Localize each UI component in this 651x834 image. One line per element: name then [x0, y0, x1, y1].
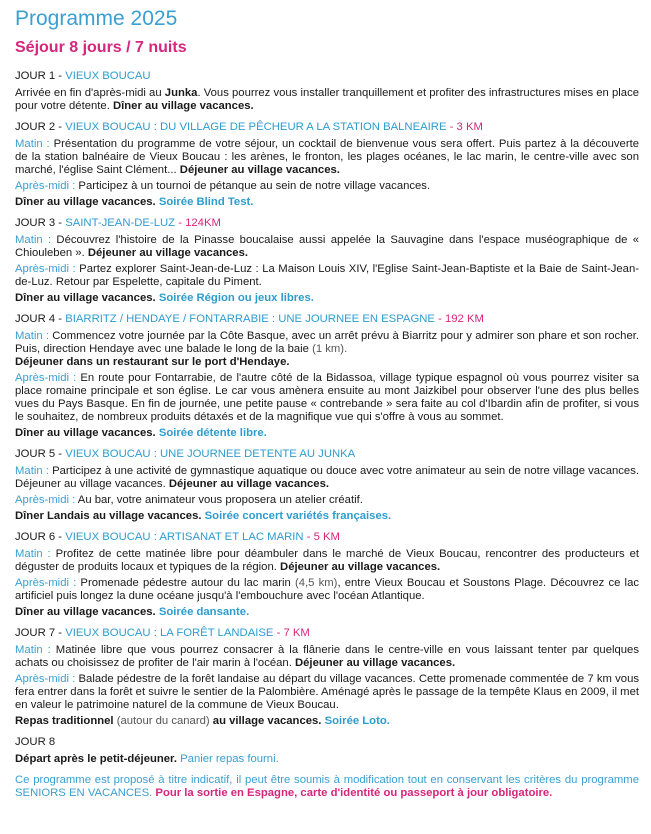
day-2: [15, 121, 639, 209]
evening-activity: Soirée détente libre.: [158, 427, 267, 439]
morning-paragraph: [15, 548, 639, 574]
dinner-note: Dîner au village vacances.: [15, 196, 156, 208]
lunch-note: Déjeuner au village vacances.: [179, 164, 340, 176]
lunch-note: Déjeuner au village vacances.: [294, 657, 456, 669]
day-7: [15, 627, 639, 728]
day-3: [15, 217, 639, 305]
evening-paragraph: [15, 292, 639, 305]
morning-label: Matin :: [15, 330, 50, 342]
afternoon-label: Après-midi :: [15, 494, 76, 506]
day-heading: [15, 70, 639, 83]
text-segment: Participez à un tournoi de pétanque au sein de notre village vacances.: [75, 180, 431, 192]
evening-paragraph: [15, 196, 639, 209]
evening-activity: Soirée Région ou jeux libres.: [158, 292, 314, 304]
day-description: [15, 87, 639, 113]
afternoon-paragraph: [15, 673, 639, 712]
day-location: VIEUX BOUCAU : ARTISANAT ET LAC MARIN: [65, 531, 304, 543]
day-5: [15, 448, 639, 523]
day-number: JOUR 6 -: [15, 531, 66, 543]
day-heading: [15, 627, 639, 640]
afternoon-paragraph: [15, 577, 639, 603]
text-segment: Arrivée en fin d'après-midi au: [15, 87, 165, 99]
text-segment: Matinée libre que vous pourrez consacrer à la flânerie dans le centre-ville en vous laissant tenter par quelques achats ou choisissez de profiter de l'air marin à l'océan.: [15, 644, 639, 669]
text-segment: Profitez de cette matinée libre pour déambuler dans le marché de Vieux Boucau, rencontrer des producteurs et déguster de produits locaux et typiques de la région.: [15, 548, 639, 573]
day-number: JOUR 3 -: [15, 217, 66, 229]
dinner-note: Dîner Landais au village vacances.: [15, 510, 202, 522]
lunch-note: Déjeuner au village vacances.: [168, 478, 329, 490]
text-segment: Participez à une activité de gymnastique aquatique ou douce avec votre animateur au sein de notre village vacances. Déjeuner au village vacances.: [15, 465, 640, 490]
day-number: JOUR 8: [15, 736, 56, 748]
departure-paragraph: [15, 753, 639, 766]
afternoon-paragraph: [15, 180, 639, 193]
afternoon-paragraph: [15, 263, 639, 289]
dinner-note: au village vacances.: [209, 715, 322, 727]
day-distance: - 3 KM: [446, 121, 483, 133]
afternoon-label: Après-midi :: [15, 673, 76, 685]
evening-activity: Soirée Blind Test.: [158, 196, 254, 208]
id-requirement-note: Pour la sortie en Espagne, carte d'identité ou passeport à jour obligatoire.: [155, 787, 553, 799]
afternoon-label: Après-midi :: [15, 180, 76, 192]
day-location: VIEUX BOUCAU : LA FORÊT LANDAISE: [65, 627, 274, 639]
afternoon-paragraph: [15, 372, 639, 424]
text-segment: Balade pédestre de la forêt landaise au départ du village vacances. Cette promenade commentée de 7 km vous fera entrer dans la forêt et suivre le sentier de la Palombière. Aménagé après le passage de la tempête Klaus en 2009, il met en valeur le patrimoine naturel de la commune de Vieux Boucau.: [15, 673, 639, 711]
page-title: Programme 2025: [15, 7, 178, 30]
day-heading: [15, 448, 639, 461]
evening-activity: Soirée Loto.: [324, 715, 390, 727]
day-location: VIEUX BOUCAU : DU VILLAGE DE PÊCHEUR A LA STATION BALNEAIRE: [65, 121, 447, 133]
morning-paragraph: [15, 644, 639, 670]
day-number: JOUR 2 -: [15, 121, 66, 133]
day-1: [15, 70, 639, 113]
day-number: JOUR 1 -: [15, 70, 66, 82]
text-segment: Partez explorer Saint-Jean-de-Luz : La Maison Louis XIV, l'Eglise Saint-Jean-Baptiste et la Baie de Saint-Jean-de-Luz. Retour par Espelette, capitale du Piment.: [15, 263, 639, 288]
text-segment: . Vous pourrez vous installer tranquillement et profiter des infrastructures mises en place pour votre détente.: [15, 87, 639, 112]
lunch-box-note: Panier repas fourni.: [176, 753, 279, 765]
day-heading: [15, 217, 639, 230]
day-distance: - 192 KM: [434, 313, 484, 325]
evening-paragraph: [15, 510, 639, 523]
text-segment: Au bar, votre animateur vous proposera un atelier créatif.: [75, 494, 363, 506]
morning-paragraph: [15, 234, 639, 260]
day-4: [15, 313, 639, 440]
day-location: BIARRITZ / HENDAYE / FONTARRABIE : UNE JOURNEE EN ESPAGNE: [65, 313, 435, 325]
afternoon-label: Après-midi :: [15, 372, 77, 384]
day-distance: - 7 KM: [273, 627, 310, 639]
day-number: JOUR 4 -: [15, 313, 66, 325]
dinner-note: Dîner au village vacances.: [15, 606, 156, 618]
day-location: VIEUX BOUCAU: [65, 70, 151, 82]
day-heading: [15, 531, 639, 544]
morning-paragraph: [15, 138, 639, 177]
departure-note: Départ après le petit-déjeuner.: [15, 753, 177, 765]
morning-label: Matin :: [15, 138, 50, 150]
page-subtitle: Séjour 8 jours / 7 nuits: [15, 39, 187, 56]
text-bold: Junka: [164, 87, 198, 99]
evening-activity: Soirée concert variétés françaises.: [204, 510, 392, 522]
text-segment: Commencez votre journée par la Côte Basque, avec un arrêt prévu à Biarritz pour y admirer son phare et son rocher. Puis, direction Hendaye avec une balade le long de la baie: [15, 330, 639, 355]
evening-paragraph: [15, 715, 639, 728]
distance-note: (1 km).: [312, 343, 348, 355]
dinner-detail: (autour du canard): [113, 715, 210, 727]
morning-paragraph: [15, 330, 639, 369]
text-segment: , entre Vieux Boucau et Soustons Plage. Découvrez ce lac artificiel puis longez la dune océane jusqu'à l'embouchure avec l'océan Atlantique.: [15, 577, 639, 602]
dinner-note: Repas traditionnel: [15, 715, 114, 727]
lunch-note: Déjeuner au village vacances.: [87, 247, 248, 259]
morning-paragraph: [15, 465, 639, 491]
dinner-note: Dîner au village vacances.: [15, 292, 156, 304]
program-disclaimer: [15, 774, 639, 800]
text-segment: En route pour Fontarrabie, de l'autre côté de la Bidassoa, village typique espagnol où vous pourrez visiter sa place romaine principale et son église. Le car vous amènera ensuite au mont Jaizkibel pour observer l'une des plus belles vues du Pays Basque. En fin de journée, une petite pause « contrebande » sera faite au col d'Ibardin afin de profiter, si vous le souhaitez, de nombreux produits détaxés et de la magnifique vue qui s'offre à vous au sommet.: [15, 372, 639, 423]
lunch-note: Déjeuner dans un restaurant sur le port d'Hendaye.: [15, 356, 290, 368]
day-distance: - 124KM: [175, 217, 221, 229]
text-segment: Promenade pédestre autour du lac marin: [76, 577, 295, 589]
morning-label: Matin :: [15, 644, 51, 656]
day-location: VIEUX BOUCAU : UNE JOURNEE DETENTE AU JUNKA: [65, 448, 356, 460]
text-segment: Présentation du programme de votre séjour, un cocktail de bienvenue vous sera offert. Puis partez à la découverte de la station balnéaire de Vieux Boucau : les arènes, le fronton, les plages océanes, le lac marin, le centre-ville avec son marché, l'église Saint Clément...: [15, 138, 639, 176]
morning-label: Matin :: [15, 465, 49, 477]
evening-activity: Soirée dansante.: [158, 606, 250, 618]
day-number: JOUR 7 -: [15, 627, 66, 639]
day-8: [15, 736, 639, 766]
text-segment: Découvrez l'histoire de la Pinasse boucalaise aussi appelée la Sauvagine dans l'espace muséographique de « Chiouleben ».: [15, 234, 639, 259]
day-heading: [15, 313, 639, 326]
day-number: JOUR 5 -: [15, 448, 66, 460]
morning-label: Matin :: [15, 234, 52, 246]
distance-note: (4,5 km): [295, 577, 338, 589]
dinner-note: Dîner au village vacances.: [112, 100, 254, 112]
day-heading: [15, 736, 639, 749]
disclaimer-text: Ce programme est proposé à titre indicatif, il peut être soumis à modification tout en conservant les critères du programme SENIORS EN VACANCES.: [15, 774, 639, 799]
day-location: SAINT-JEAN-DE-LUZ: [65, 217, 176, 229]
afternoon-label: Après-midi :: [15, 263, 76, 275]
evening-paragraph: [15, 427, 639, 440]
day-distance: - 5 KM: [303, 531, 340, 543]
afternoon-label: Après-midi :: [15, 577, 77, 589]
day-6: [15, 531, 639, 619]
morning-label: Matin :: [15, 548, 51, 560]
dinner-note: Dîner au village vacances.: [15, 427, 156, 439]
day-heading: [15, 121, 639, 134]
lunch-note: Déjeuner au village vacances.: [280, 561, 441, 573]
afternoon-paragraph: [15, 494, 639, 507]
evening-paragraph: [15, 606, 639, 619]
